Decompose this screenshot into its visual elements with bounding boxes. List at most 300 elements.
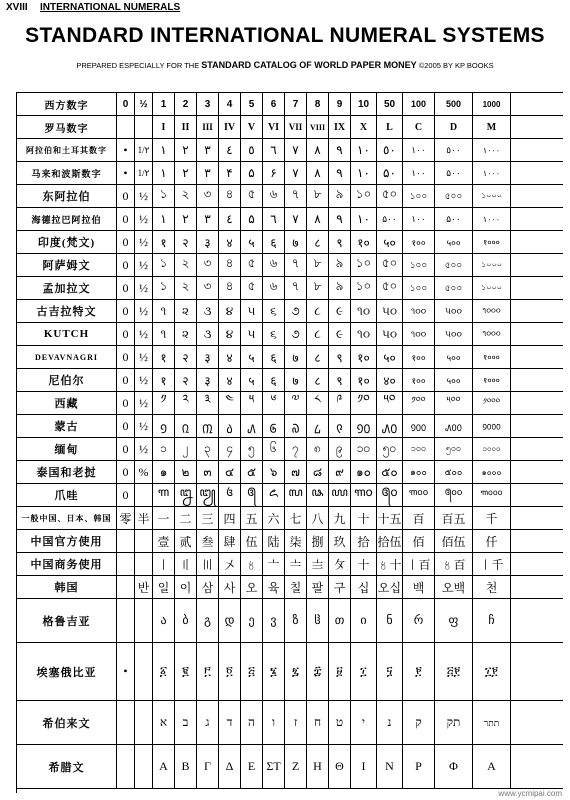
numeral-cell: ፲ [351,643,377,700]
numeral-cell: D [435,116,473,138]
numeral-cell: ১ [153,185,175,207]
numeral-cell: ၁ [153,438,175,460]
numeral-cell: 0 [117,185,135,207]
numeral-cell: ๖ [263,461,285,483]
numeral-cell: 0 [117,323,135,345]
numeral-cell: ꧖ [263,484,285,506]
numeral-cell: ½ [135,346,153,368]
numeral-cell [135,484,153,506]
numeral-cell: ½ [135,392,153,414]
numeral-cell: ꧑꧐꧐ [403,484,435,506]
numeral-cell: ½ [135,277,153,299]
numeral-cell: 구 [329,576,351,598]
numeral-cell: 陆 [263,530,285,552]
table-row [17,530,563,553]
numeral-cell: ۵٠٠ [377,208,403,230]
numeral-cell: ١٠ [351,208,377,230]
numeral-cell: ၂ [175,438,197,460]
numeral-cell: ১০০০ [473,277,511,299]
numeral-cell: 0 [117,277,135,299]
numeral-cell: ১০ [351,254,377,276]
page-subtitle [0,60,570,70]
numeral-cell: ५०० [435,369,473,391]
numeral-cell: ፪ [175,643,197,700]
numeral-cell: 佰伍 [435,530,473,552]
numeral-cell: ᠑᠐ [351,415,377,437]
numeral-cell: ๓ [197,461,219,483]
numeral-cell: १०० [403,346,435,368]
numeral-cell: ٧ [285,139,307,161]
numeral-cell: ٢ [175,162,197,184]
numeral-cell: ٢ [175,208,197,230]
numeral-cell: ๑๐ [351,461,377,483]
numeral-cell: ৫ [241,254,263,276]
numeral-cell: 九 [329,507,351,529]
numeral-cell: ৪ [219,277,241,299]
numeral-cell: Η [307,745,329,788]
numeral-cell: ७ [285,369,307,391]
numeral-cell: ८ [307,369,329,391]
numeral-cell: 백 [403,576,435,598]
numeral-cell: १० [351,346,377,368]
numeral-cell: Δ [219,745,241,788]
numeral-cell [135,745,153,788]
numeral-cell: ח [307,701,329,744]
numeral-cell: ९ [329,346,351,368]
row-label: 泰国和老挝 [17,461,117,483]
numeral-cell: ፶ [377,643,403,700]
numeral-cell: 〢 [175,553,197,575]
numeral-cell: 〣 [197,553,219,575]
numeral-cell: ৯ [329,254,351,276]
numeral-cell: 9 [329,93,351,115]
numeral-cell: ۴ [219,162,241,184]
numeral-cell: ١٠٠٠ [473,139,511,161]
numeral-cell: ১০ [351,277,377,299]
numeral-cell: ٩ [329,162,351,184]
numeral-cell: ১ [153,277,175,299]
numeral-cell: ½ [135,300,153,322]
numeral-cell: ३ [197,231,219,253]
numeral-cell: ৫০ [377,185,403,207]
table-row [17,116,563,139]
row-label: 尼伯尔 [17,369,117,391]
numeral-cell: ૬ [263,300,285,322]
numeral-cell: ३ [197,369,219,391]
numeral-cell: ૭ [285,300,307,322]
numeral-cell: 팔 [307,576,329,598]
numeral-cell: 0 [117,254,135,276]
numeral-cell: ꧑ [153,484,175,506]
numeral-cell: ١ [153,139,175,161]
numeral-cell: 贰 [175,530,197,552]
table-row [17,438,563,461]
numeral-cell: ४ [219,369,241,391]
numeral-cell: დ [219,599,241,642]
page-number: XVIII [6,2,28,13]
numeral-cell: გ [197,599,219,642]
section-title: INTERNATIONAL NUMERALS [40,2,181,13]
numeral-cell: 佰 [403,530,435,552]
table-row [17,300,563,323]
row-label: 东阿拉伯 [17,185,117,207]
numeral-cell: ፮ [263,643,285,700]
numeral-cell: 4 [219,93,241,115]
numeral-cell: 〡千 [473,553,511,575]
subtitle-copyright: ©2005 BY KP BOOKS [418,61,494,70]
numeral-cell: 천 [473,576,511,598]
numeral-cell: 반 [135,576,153,598]
numeral-cell: ᠖ [263,415,285,437]
numeral-cell: ۵٠٠ [435,208,473,230]
numeral-cell: י [351,701,377,744]
numeral-cell: ૫૦૦ [435,323,473,345]
numeral-cell: ༢ [175,392,197,414]
row-label: DEVAVNAGRI [17,346,117,368]
numeral-cell: ١ [153,162,175,184]
numeral-cell: ૬ [263,323,285,345]
numeral-cell: 1 [153,93,175,115]
numeral-cell: 일 [153,576,175,598]
numeral-cell: ૭ [285,323,307,345]
numeral-cell: 捌 [307,530,329,552]
numeral-cell: ꧗ [285,484,307,506]
numeral-cell: ᠑᠐᠐ [403,415,435,437]
numeral-cell: ૧૦૦૦ [473,300,511,322]
table-row [17,93,563,116]
numeral-cell: 0 [117,369,135,391]
numeral-cell: ꧕꧐ [377,484,403,506]
numeral-cell: Ν [377,745,403,788]
numeral-cell: 0 [117,300,135,322]
numeral-cell: 〡 [153,553,175,575]
numeral-cell: 50 [377,93,403,115]
numeral-cell: ፫ [197,643,219,700]
page-header [6,2,566,18]
numeral-cell: ૧ [153,300,175,322]
numeral-cell: ๒ [175,461,197,483]
numeral-cell: Β [175,745,197,788]
numeral-cell: १० [351,231,377,253]
numeral-cell: ½ [135,208,153,230]
numeral-cell [117,745,135,788]
numeral-cell: ჩ [473,599,511,642]
numeral-cell: ፱ [329,643,351,700]
numeral-cell: 半 [135,507,153,529]
numeral-cell: 2 [175,93,197,115]
numeral-cell: ৯ [329,277,351,299]
numeral-cell [117,599,135,642]
numeral-cell: ვ [263,599,285,642]
numeral-cell [135,116,153,138]
numeral-cell: १००० [473,231,511,253]
numeral-cell: ૧૦ [351,300,377,322]
numeral-cell: ۵ [241,162,263,184]
numeral-cell: ٨ [307,139,329,161]
numeral-cell: ፬ [219,643,241,700]
table-row [17,643,563,701]
numeral-cell: ၈ [307,438,329,460]
numeral-cell: ༧ [285,392,307,414]
numeral-cell: Ζ [285,745,307,788]
table-row [17,139,563,162]
numeral-cell: ১ [153,254,175,276]
numeral-cell: Α [473,745,511,788]
numeral-cell: ૮ [307,300,329,322]
numeral-cell: ૧૦ [351,323,377,345]
numeral-cell: ৮ [307,277,329,299]
numeral-cell: ४० [377,369,403,391]
numeral-cell: ნ [377,599,403,642]
numeral-cell: ½ [135,323,153,345]
numeral-cell: 7 [285,93,307,115]
numeral-cell: ۵٠٠ [435,162,473,184]
numeral-cell: ٤ [219,139,241,161]
numeral-cell: ૨ [175,300,197,322]
numeral-cell: Γ [197,745,219,788]
numeral-cell: ე [241,599,263,642]
numeral-cell: ७ [285,231,307,253]
row-label: 缅甸 [17,438,117,460]
numeral-cell: 叁 [197,530,219,552]
numeral-cell: ᠗ [285,415,307,437]
numeral-cell: ৬ [263,277,285,299]
numeral-cell: ༣ [197,392,219,414]
numeral-cell: ۶ [263,162,285,184]
numeral-cell: ৫০০ [435,185,473,207]
numeral-cell: ५०० [435,346,473,368]
numeral-cell: ๕๐๐ [435,461,473,483]
numeral-cell: 〤 [219,553,241,575]
numeral-cell: ૩ [197,323,219,345]
row-label: 爪哇 [17,484,117,506]
numeral-cell: ๔ [219,461,241,483]
numeral-cell: ٦ [263,139,285,161]
numeral-cell: ٥ [241,139,263,161]
numeral-cell: M [473,116,511,138]
numeral-cell: ꧑꧐ [351,484,377,506]
numeral-cell: ૫૦ [377,300,403,322]
numeral-cell: ३ [197,346,219,368]
numeral-cell: ٤ [219,208,241,230]
table-row [17,208,563,231]
numeral-cell: ২ [175,277,197,299]
numeral-cell: ৪ [219,185,241,207]
numeral-cell: ი [351,599,377,642]
numeral-cell: 十五 [377,507,403,529]
numeral-cell: 一 [153,507,175,529]
numeral-cell: ๕ [241,461,263,483]
numeral-cell: ٨ [307,208,329,230]
numeral-cell: 10 [351,93,377,115]
numeral-cell: ૮ [307,323,329,345]
numeral-cell: ט [329,701,351,744]
numeral-cell: ١٠ [351,162,377,184]
numeral-cell: ½ [135,415,153,437]
numeral-cell: ၇ [285,438,307,460]
numeral-cell: ૧૦૦ [403,300,435,322]
numeral-table [16,92,563,793]
table-row [17,461,563,484]
numeral-cell: ფ [435,599,473,642]
numeral-cell: תתר [473,701,511,744]
numeral-cell: ৬ [263,254,285,276]
row-label: 一般中国、日本、韩国 [17,507,117,529]
numeral-cell: ४ [219,346,241,368]
numeral-cell: ২ [175,185,197,207]
numeral-cell: IV [219,116,241,138]
row-label: 孟加拉文 [17,277,117,299]
numeral-cell: ५ [241,369,263,391]
numeral-cell: ၆ [263,438,285,460]
numeral-cell: III [197,116,219,138]
numeral-cell: ༡༠༠ [403,392,435,414]
numeral-cell: 십 [351,576,377,598]
numeral-cell: ד [219,701,241,744]
numeral-cell: ٨ [307,162,329,184]
numeral-cell: ᠕᠐᠐ [435,415,473,437]
numeral-cell: 肆 [219,530,241,552]
numeral-cell: ६ [263,369,285,391]
numeral-cell: ٣ [197,139,219,161]
numeral-cell: Θ [329,745,351,788]
numeral-cell [117,576,135,598]
row-label: 古吉拉特文 [17,300,117,322]
numeral-cell: C [403,116,435,138]
numeral-cell: ፭ [241,643,263,700]
numeral-cell: ༡ [153,392,175,414]
numeral-cell: 伍 [241,530,263,552]
numeral-cell: ๑๐๐ [403,461,435,483]
table-row [17,231,563,254]
numeral-cell: ၅၀၀ [435,438,473,460]
numeral-cell: 오 [241,576,263,598]
numeral-cell: 0 [117,93,135,115]
numeral-cell: Ρ [403,745,435,788]
numeral-cell: ۵٠ [377,162,403,184]
numeral-cell: 〥百 [435,553,473,575]
numeral-cell: 千 [473,507,511,529]
numeral-cell: 八 [307,507,329,529]
numeral-cell: ૯ [329,323,351,345]
numeral-cell: ½ [135,231,153,253]
numeral-cell: ૧ [153,323,175,345]
numeral-cell: ١٠ [351,139,377,161]
numeral-cell: ١ [153,208,175,230]
numeral-cell: ४ [219,231,241,253]
numeral-cell: ½ [135,438,153,460]
numeral-cell: ꧓ [197,484,219,506]
row-label: 希伯来文 [17,701,117,744]
numeral-cell: ၄ [219,438,241,460]
numeral-cell: ১০ [351,185,377,207]
numeral-cell: • [117,139,135,161]
numeral-cell: ༥༠ [377,392,403,414]
numeral-cell: L [377,116,403,138]
numeral-cell: ৫০ [377,254,403,276]
numeral-cell: ზ [285,599,307,642]
numeral-cell: ๑ [153,461,175,483]
numeral-cell: • [117,162,135,184]
page-title: STANDARD INTERNATIONAL NUMERAL SYSTEMS [25,24,545,47]
numeral-cell: ৫ [241,277,263,299]
numeral-cell: X [351,116,377,138]
numeral-cell: ৮ [307,185,329,207]
numeral-cell: ½ [135,93,153,115]
numeral-cell: 七 [285,507,307,529]
numeral-cell: ᠑᠐᠐᠐ [473,415,511,437]
numeral-cell: 百 [403,507,435,529]
numeral-cell: २ [175,346,197,368]
numeral-cell: ५ [241,231,263,253]
numeral-cell: ८ [307,231,329,253]
numeral-cell: १००० [473,346,511,368]
numeral-cell: נ [377,701,403,744]
table-row [17,484,563,507]
numeral-cell: ५० [377,231,403,253]
numeral-cell: 오십 [377,576,403,598]
numeral-cell: १ [153,346,175,368]
numeral-cell: ༥༠༠ [435,392,473,414]
numeral-cell: 〥 [241,553,263,575]
numeral-cell: ๗ [285,461,307,483]
numeral-cell: ק [403,701,435,744]
subtitle-catalog: STANDARD CATALOG OF WORLD PAPER MONEY [201,60,417,70]
numeral-cell: Ε [241,745,263,788]
numeral-cell: IX [329,116,351,138]
numeral-cell: 사 [219,576,241,598]
numeral-cell: ५ [241,346,263,368]
numeral-cell: Ι [351,745,377,788]
numeral-cell: ९ [329,231,351,253]
numeral-cell: ૧૦૦૦ [473,323,511,345]
numeral-cell: V [241,116,263,138]
numeral-cell: 玖 [329,530,351,552]
numeral-cell: ꧔ [219,484,241,506]
numeral-cell: 0 [117,392,135,414]
row-label: 蒙古 [17,415,117,437]
numeral-cell: 1/٢ [135,139,153,161]
table-row [17,277,563,300]
numeral-cell: ٦ [263,208,285,230]
numeral-cell: ૫૦ [377,323,403,345]
subtitle-prefix: PREPARED ESPECIALLY FOR THE [76,61,200,70]
numeral-cell [135,553,153,575]
numeral-cell: 〦 [263,553,285,575]
numeral-cell: ב [175,701,197,744]
row-label: 阿萨姆文 [17,254,117,276]
numeral-cell: 〨 [307,553,329,575]
numeral-cell: Α [153,745,175,788]
numeral-cell [117,553,135,575]
numeral-cell: ৭ [285,254,307,276]
numeral-cell: ٥٠ [377,139,403,161]
numeral-cell: 0 [117,484,135,506]
numeral-cell: ๘ [307,461,329,483]
numeral-cell: 〩 [329,553,351,575]
row-label: KUTCH [17,323,117,345]
table-row [17,745,563,789]
table-row [17,185,563,208]
numeral-cell: ᠑ [153,415,175,437]
numeral-cell: १००० [473,369,511,391]
numeral-cell: ꧘ [307,484,329,506]
numeral-cell: १ [153,369,175,391]
numeral-cell: ২ [175,254,197,276]
numeral-cell: Φ [435,745,473,788]
row-label: 西藏 [17,392,117,414]
row-label: 马来和波斯数字 [17,162,117,184]
